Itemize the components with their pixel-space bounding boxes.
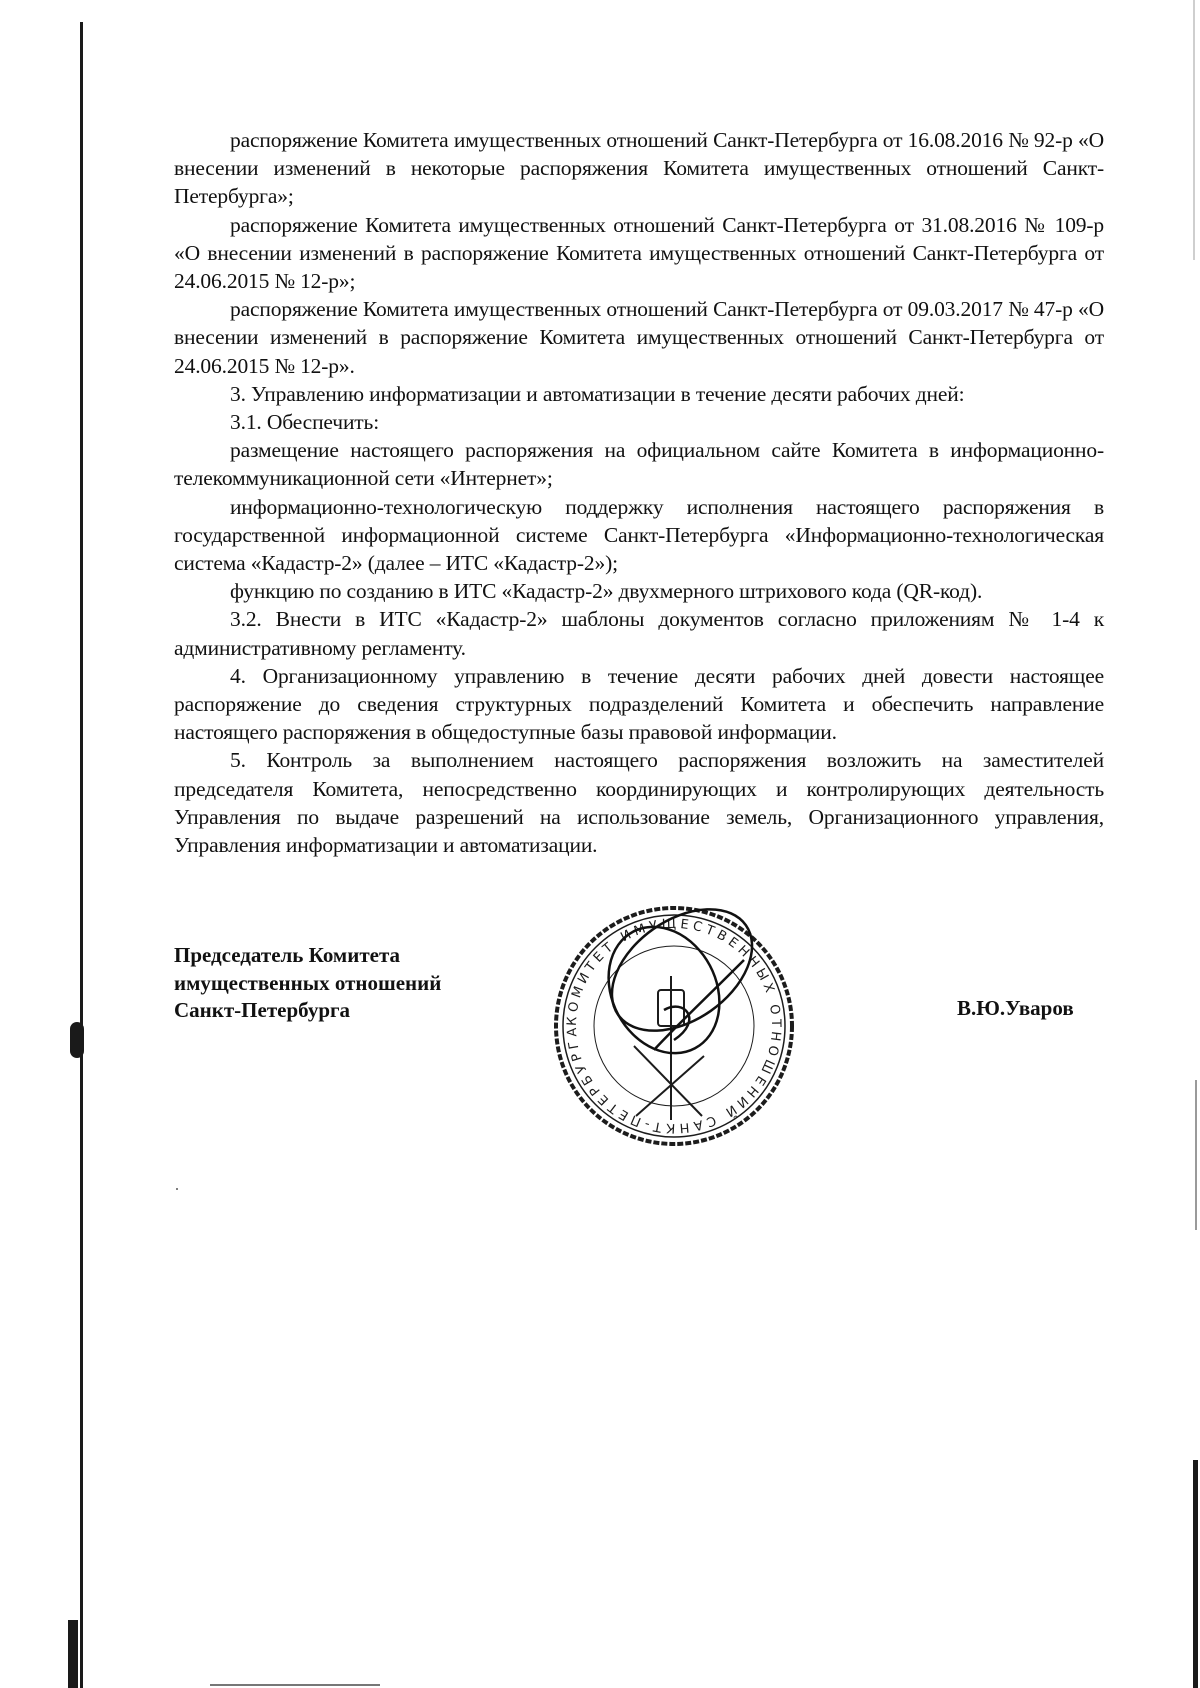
paragraph-item-4: 4. Организационному управлению в течение десяти рабочих дней довести настоящее распоряжение до сведения структурных подразделений Комитета и обеспечить направление настоящего распоряжения в общедоступные базы правовой информации. xyxy=(174,663,1104,745)
document-body xyxy=(174,126,1104,859)
paragraph-ref-109r: распоряжение Комитета имущественных отношений Санкт-Петербурга от 31.08.2016 № 109-р «О внесении изменений в распоряжение Комитета имущественных отношений Санкт-Петербурга от 24.06.2015 № 12-р»; xyxy=(174,212,1104,294)
signatory-name: В.Ю.Уваров xyxy=(957,996,1074,1020)
signatory-title-line2: имущественных отношений xyxy=(174,970,442,995)
scan-edge-left-blob xyxy=(70,1022,84,1058)
paragraph-ref-92r: распоряжение Комитета имущественных отношений Санкт-Петербурга от 16.08.2016 № 92-р «О внесении изменений в некоторые распоряжения Комитета имущественных отношений Санкт-Петербурга»; xyxy=(174,128,1104,209)
signatory-title-line1: Председатель Комитета xyxy=(174,943,401,967)
paragraph-it-support: информационно-технологическую поддержку исполнения настоящего распоряжения в государственной информационной системе Санкт-Петербурга «Информационно-технологическая система «Кадастр-2» (далее – ИТС «Кадастр-2»); xyxy=(174,494,1104,576)
paragraph-qr-code: функцию по созданию в ИТС «Кадастр-2» двухмерного штрихового кода (QR-код). xyxy=(230,579,983,604)
scan-edge-left-bottom xyxy=(68,1620,78,1688)
paragraph-item-5: 5. Контроль за выполнением настоящего распоряжения возложить на заместителей председателя Комитета, непосредственно координирующих и контролирующих деятельность Управления по выдаче разрешений на использование земель, Организационного управления, Управления информатизации и автоматизации. xyxy=(174,748,1104,858)
paragraph-item-3-2: 3.2. Внести в ИТС «Кадастр-2» шаблоны документов согласно приложениям № 1-4 к административному регламенту. xyxy=(174,607,1104,660)
scan-edge-right-bottom xyxy=(1193,1460,1198,1688)
paragraph-item-3: 3. Управлению информатизации и автоматизации в течение десяти рабочих дней: xyxy=(230,381,965,406)
signatory-title-line3: Санкт-Петербурга xyxy=(174,998,351,1022)
handwritten-signature xyxy=(587,884,774,1072)
scan-edge-left xyxy=(80,22,83,1688)
scan-speck xyxy=(176,1188,178,1190)
paragraph-website-placement: размещение настоящего распоряжения на официальном сайте Комитета в информационно-телекоммуникационной сети «Интернет»; xyxy=(174,438,1104,491)
scan-edge-right-top xyxy=(1193,0,1195,260)
scan-edge-right-mid xyxy=(1195,1080,1197,1230)
seal-ring-text: КОМИТЕТ ИМУЩЕСТВЕННЫХ ОТНОШЕНИЙ САНКТ-ПЕТЕРБУРГА xyxy=(564,916,784,1136)
paragraph-ref-47r: распоряжение Комитета имущественных отношений Санкт-Петербурга от 09.03.2017 № 47-р «О внесении изменений в распоряжение Комитета имущественных отношений Санкт-Петербурга от 24.06.2015 № 12-р». xyxy=(174,297,1104,378)
scan-edge-bottom xyxy=(210,1684,380,1686)
paragraph-item-3-1: 3.1. Обеспечить: xyxy=(230,410,380,435)
signatory-title xyxy=(174,942,441,1025)
official-seal-icon xyxy=(554,880,794,1180)
